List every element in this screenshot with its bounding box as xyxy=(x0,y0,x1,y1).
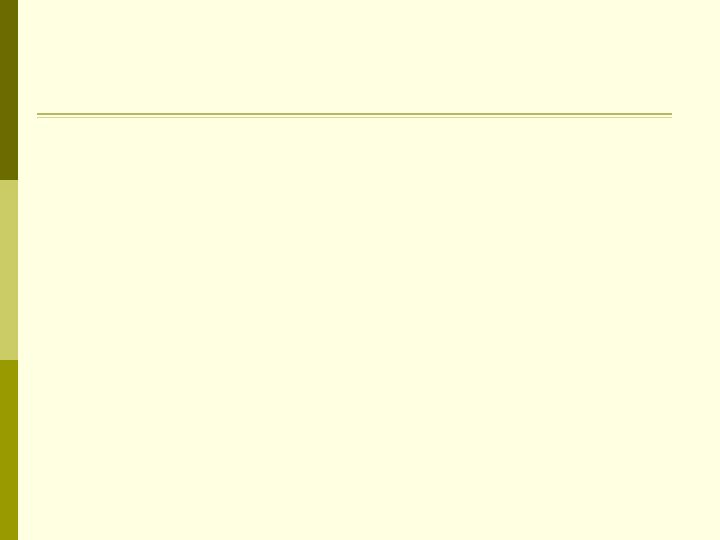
side-bar-top xyxy=(0,0,18,180)
side-bar-bottom xyxy=(0,360,18,540)
side-bar-middle xyxy=(0,180,18,360)
title-underline xyxy=(37,113,672,115)
title-underline-thin xyxy=(37,117,672,118)
